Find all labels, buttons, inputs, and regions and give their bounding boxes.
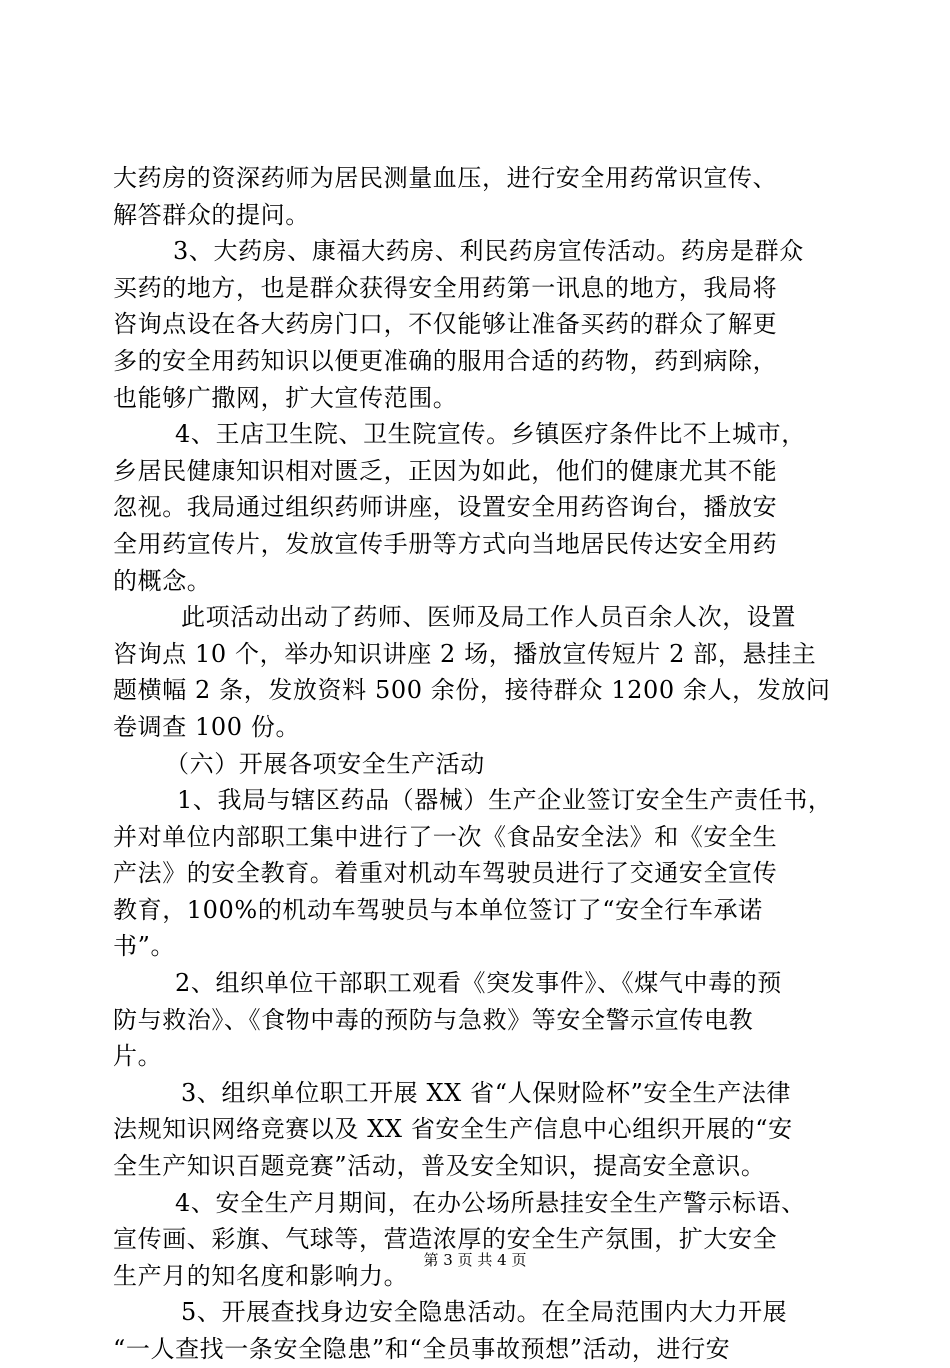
page-footer: 第 3 页 共 4 页 [423, 1251, 527, 1269]
text-line: 宣传画、彩旗、气球等，营造浓厚的安全生产氛围，扩大安全 [113, 1225, 778, 1254]
text-line: 卷调查 100 份。 [113, 712, 301, 741]
text-line: 法规知识网络竞赛以及 XX 省安全生产信息中心组织开展的“安 [113, 1115, 793, 1144]
text-line: “一人查找一条安全隐患”和“全员事故预想”活动，进行安 [113, 1335, 731, 1363]
text-line: 此项活动出动了药师、医师及局工作人员百余人次，设置 [181, 603, 796, 632]
text-line: 4、安全生产月期间，在办公场所悬挂安全生产警示标语、 [175, 1188, 806, 1217]
text-line: 3、组织单位职工开展 XX 省“人保财险杯”安全生产法律 [181, 1078, 792, 1107]
body-text [113, 160, 837, 1368]
text-line: 生产月的知名度和影响力。 [113, 1261, 409, 1290]
text-line: 全用药宣传片，发放宣传手册等方式向当地居民传达安全用药 [113, 529, 778, 558]
text-line: 忽视。我局通过组织药师讲座，设置安全用药咨询台，播放安 [113, 493, 778, 522]
text-line: 乡居民健康知识相对匮乏，正因为如此，他们的健康尤其不能 [113, 456, 778, 485]
text-line: 大药房的资深药师为居民测量血压，进行安全用药常识宣传、 [113, 164, 778, 192]
text-line: 咨询点设在各大药房门口，不仅能够让准备买药的群众了解更 [113, 310, 778, 339]
text-line: 教育，100%的机动车驾驶员与本单位签订了“安全行车承诺 [113, 895, 763, 924]
text-line: 的概念。 [113, 566, 212, 595]
text-line: 3、大药房、康福大药房、利民药房宣传活动。药房是群众 [173, 237, 804, 266]
text-line: 片。 [113, 1042, 163, 1071]
text-line: 1、我局与辖区药品（器械）生产企业签订安全生产责任书， [177, 786, 833, 815]
text-line: 题横幅 2 条，发放资料 500 余份，接待群众 1200 余人，发放问 [113, 676, 831, 705]
text-line: 防与救治》、《食物中毒的预防与急救》等安全警示宣传电教 [113, 1005, 754, 1034]
text-line: 5、开展查找身边安全隐患活动。在全局范围内大力开展 [181, 1298, 788, 1327]
text-line: 全生产知识百题竞赛”活动，普及安全知识，提高安全意识。 [113, 1152, 766, 1181]
text-line: 2、组织单位干部职工观看《突发事件》、《煤气中毒的预 [175, 969, 782, 998]
text-line: 咨询点 10 个，举办知识讲座 2 场，播放宣传短片 2 部，悬挂主 [113, 639, 817, 668]
text-line: 解答群众的提问。 [113, 200, 310, 229]
text-line: 4、王店卫生院、卫生院宣传。乡镇医疗条件比不上城市， [175, 420, 806, 449]
text-line: （六）开展各项安全生产活动 [165, 749, 485, 778]
text-line: 书”。 [113, 932, 176, 961]
text-line: 并对单位内部职工集中进行了一次《食品安全法》和《安全生 [113, 822, 778, 851]
text-line: 产法》的安全教育。着重对机动车驾驶员进行了交通安全宣传 [113, 859, 778, 888]
text-line: 买药的地方，也是群众获得安全用药第一讯息的地方，我局将 [113, 273, 778, 302]
text-line: 也能够广撒网，扩大宣传范围。 [113, 383, 458, 412]
text-line: 多的安全用药知识以便更准确的服用合适的药物，药到病除， [113, 346, 778, 375]
